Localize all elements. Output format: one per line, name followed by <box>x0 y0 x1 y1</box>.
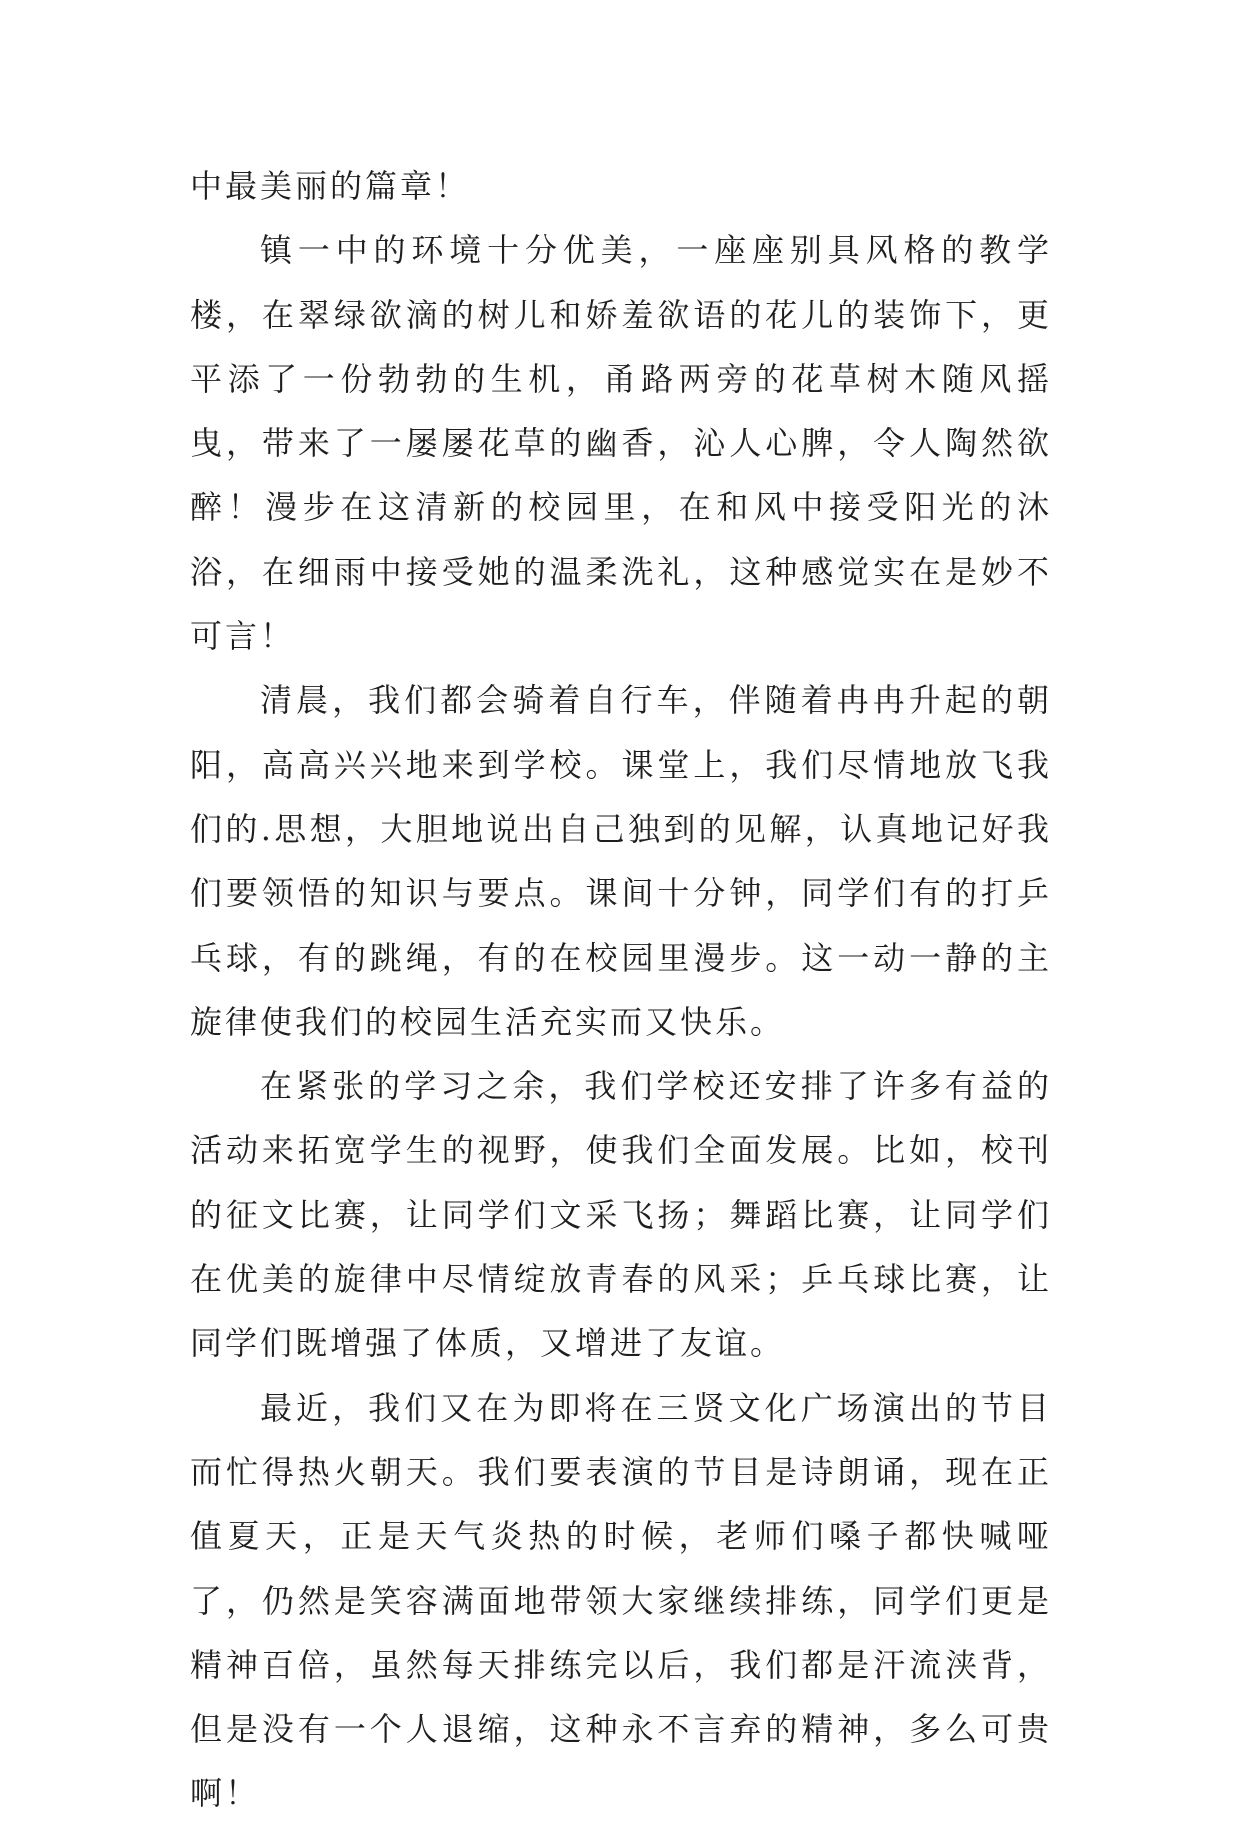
paragraph-environment: 镇一中的环境十分优美，一座座别具风格的教学楼，在翠绿欲滴的树儿和娇羞欲语的花儿的装饰下，更平添了一份勃勃的生机，甬路两旁的花草树木随风摇曳，带来了一屡屡花草的幽香，沁人心脾，令人陶然欲醉！漫步在这清新的校园里，在和风中接受阳光的沐浴，在细雨中接受她的温柔洗礼，这种感觉实在是妙不可言！ <box>190 231 1052 656</box>
document-body <box>190 154 1052 1826</box>
paragraph-recent: 最近，我们又在为即将在三贤文化广场演出的节目而忙得热火朝天。我们要表演的节目是诗朗诵，现在正值夏天，正是天气炎热的时候，老师们嗓子都快喊哑了，仍然是笑容满面地带领大家继续排练，同学们更是精神百倍，虽然每天排练完以后，我们都是汗流浃背，但是没有一个人退缩，这种永不言弃的精神，多么可贵啊！ <box>190 1388 1052 1813</box>
paragraph-morning: 清晨，我们都会骑着自行车，伴随着冉冉升起的朝阳，高高兴兴地来到学校。课堂上，我们尽情地放飞我们的.思想，大胆地说出自己独到的见解，认真地记好我们要领悟的知识与要点。课间十分钟，同学们有的打乒乓球，有的跳绳，有的在校园里漫步。这一动一静的主旋律使我们的校园生活充实而又快乐。 <box>190 681 1052 1041</box>
paragraph-activities: 在紧张的学习之余，我们学校还安排了许多有益的活动来拓宽学生的视野，使我们全面发展。比如，校刊的征文比赛，让同学们文采飞扬；舞蹈比赛，让同学们在优美的旋律中尽情绽放青春的风采；乒乓球比赛，让同学们既增强了体质，又增进了友谊。 <box>190 1067 1052 1363</box>
paragraph-continued: 中最美丽的篇章！ <box>190 167 471 205</box>
